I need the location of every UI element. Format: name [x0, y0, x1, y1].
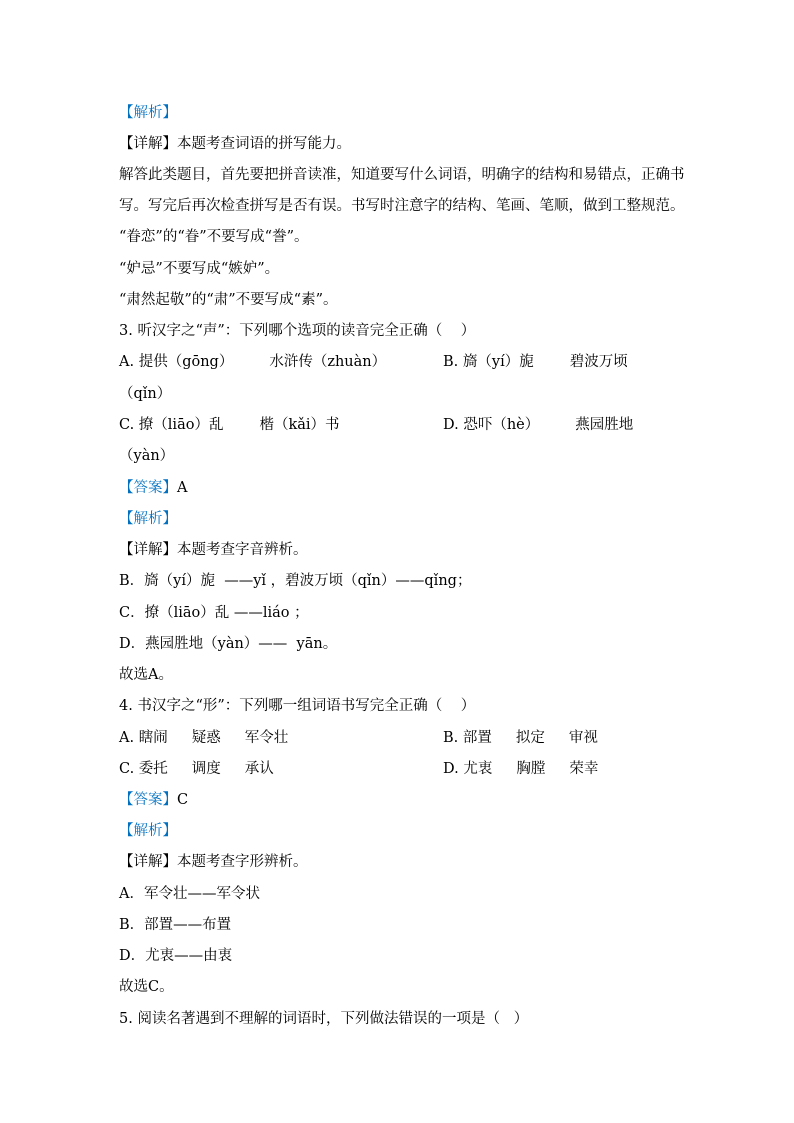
question-4-explanation-a: A．军令壮——军令状	[119, 886, 260, 902]
option-d-word-3: 荣幸	[569, 761, 599, 777]
answer-tag: 【答案】	[119, 480, 177, 496]
question-3-option-a	[119, 353, 386, 371]
analysis-tag: 【解析】	[119, 823, 177, 839]
option-c-part1: C. 撩（liāo）乱	[119, 417, 224, 433]
question-3-analysis	[119, 510, 177, 528]
detail-tag: 【详解】	[119, 542, 177, 558]
question-4-option-b	[443, 729, 598, 747]
question-4-answer	[119, 791, 188, 809]
question-3-explanation-b: B．旖（yí）旎 ——yǐ ，碧波万顷（qǐn）——qǐng；	[119, 573, 472, 589]
question-4-conclusion: 故选C。	[119, 979, 174, 995]
option-a-word-1: A. 瞎闹	[119, 730, 168, 746]
detail-tag: 【详解】	[119, 136, 177, 152]
detail-text: 本题考查词语的拼写能力。	[177, 136, 351, 152]
analysis-heading	[119, 104, 177, 122]
option-a-word-3: 军令壮	[244, 730, 289, 746]
detail-tag: 【详解】	[119, 854, 177, 870]
paragraph-line: 写。写完后再次检查拼写是否有误。书写时注意字的结构、笔画、笔顺，做到工整规范。	[119, 198, 685, 214]
question-3-option-d-cont: （yàn）	[119, 448, 175, 464]
option-b-part2: 碧波万顷	[569, 354, 628, 370]
option-b-word-1: B. 部置	[443, 730, 492, 746]
question-4-explanation-b: B．部置——布置	[119, 917, 232, 933]
option-d-part2: 燕园胜地	[575, 417, 634, 433]
question-4-detail	[119, 853, 308, 871]
detail-text: 本题考查字形辨析。	[177, 854, 308, 870]
paragraph-line: “肃然起敬”的“肃”不要写成“素”。	[119, 292, 338, 308]
option-d-word-2: 胸膛	[516, 761, 546, 777]
question-3-answer	[119, 479, 187, 497]
option-b-word-2: 拟定	[515, 730, 545, 746]
question-5-stem: 5. 阅读名著遇到不理解的词语时，下列做法错误的一项是（ ）	[119, 1011, 529, 1027]
analysis-tag: 【解析】	[119, 105, 177, 121]
question-3-option-b-cont: （qǐn）	[119, 386, 172, 402]
question-4-option-d	[443, 760, 598, 778]
question-4-option-c	[119, 760, 274, 778]
option-c-word-1: C. 委托	[119, 761, 168, 777]
question-3-option-b	[443, 353, 628, 371]
detail-text: 本题考查字音辨析。	[177, 542, 308, 558]
question-3-explanation-d: D．燕园胜地（yàn）—— yān。	[119, 636, 338, 652]
analysis-tag: 【解析】	[119, 511, 177, 527]
option-c-word-3: 承认	[244, 761, 274, 777]
question-3-explanation-c: C．撩（liāo）乱 ——liáo ；	[119, 605, 309, 621]
option-d-word-1: D. 尤衷	[443, 761, 493, 777]
option-a-word-2: 疑惑	[191, 730, 221, 746]
option-a-part2: 水浒传（zhuàn）	[269, 354, 387, 370]
option-a-part1: A. 提供（gōng）	[119, 354, 234, 370]
question-3-conclusion: 故选A。	[119, 667, 173, 683]
question-4-analysis	[119, 822, 177, 840]
option-d-part1: D. 恐吓（hè）	[443, 417, 540, 433]
question-3-option-c	[119, 416, 340, 434]
option-c-word-2: 调度	[191, 761, 221, 777]
paragraph-line: 解答此类题目，首先要把拼音读准，知道要写什么词语，明确字的结构和易错点，正确书	[119, 167, 685, 183]
answer-value: A	[177, 480, 188, 496]
answer-value: C	[177, 792, 189, 808]
question-4-stem: 4. 书汉字之“形”：下列哪一组词语书写完全正确（ ）	[119, 698, 476, 714]
option-b-word-3: 审视	[568, 730, 598, 746]
question-4-explanation-d: D．尤衷——由衷	[119, 948, 233, 964]
paragraph-line: “妒忌”不要写成“嫉妒”。	[119, 261, 280, 277]
paragraph-line: “眷恋”的“眷”不要写成“誊”。	[119, 229, 309, 245]
question-3-detail	[119, 541, 308, 559]
question-4-option-a	[119, 729, 288, 747]
answer-tag: 【答案】	[119, 792, 177, 808]
option-b-part1: B. 旖（yí）旎	[443, 354, 534, 370]
question-3-option-d	[443, 416, 633, 434]
detail-line	[119, 135, 351, 153]
question-3-stem: 3. 听汉字之“声”：下列哪个选项的读音完全正确（ ）	[119, 323, 476, 339]
option-c-part2: 楷（kǎi）书	[259, 417, 340, 433]
